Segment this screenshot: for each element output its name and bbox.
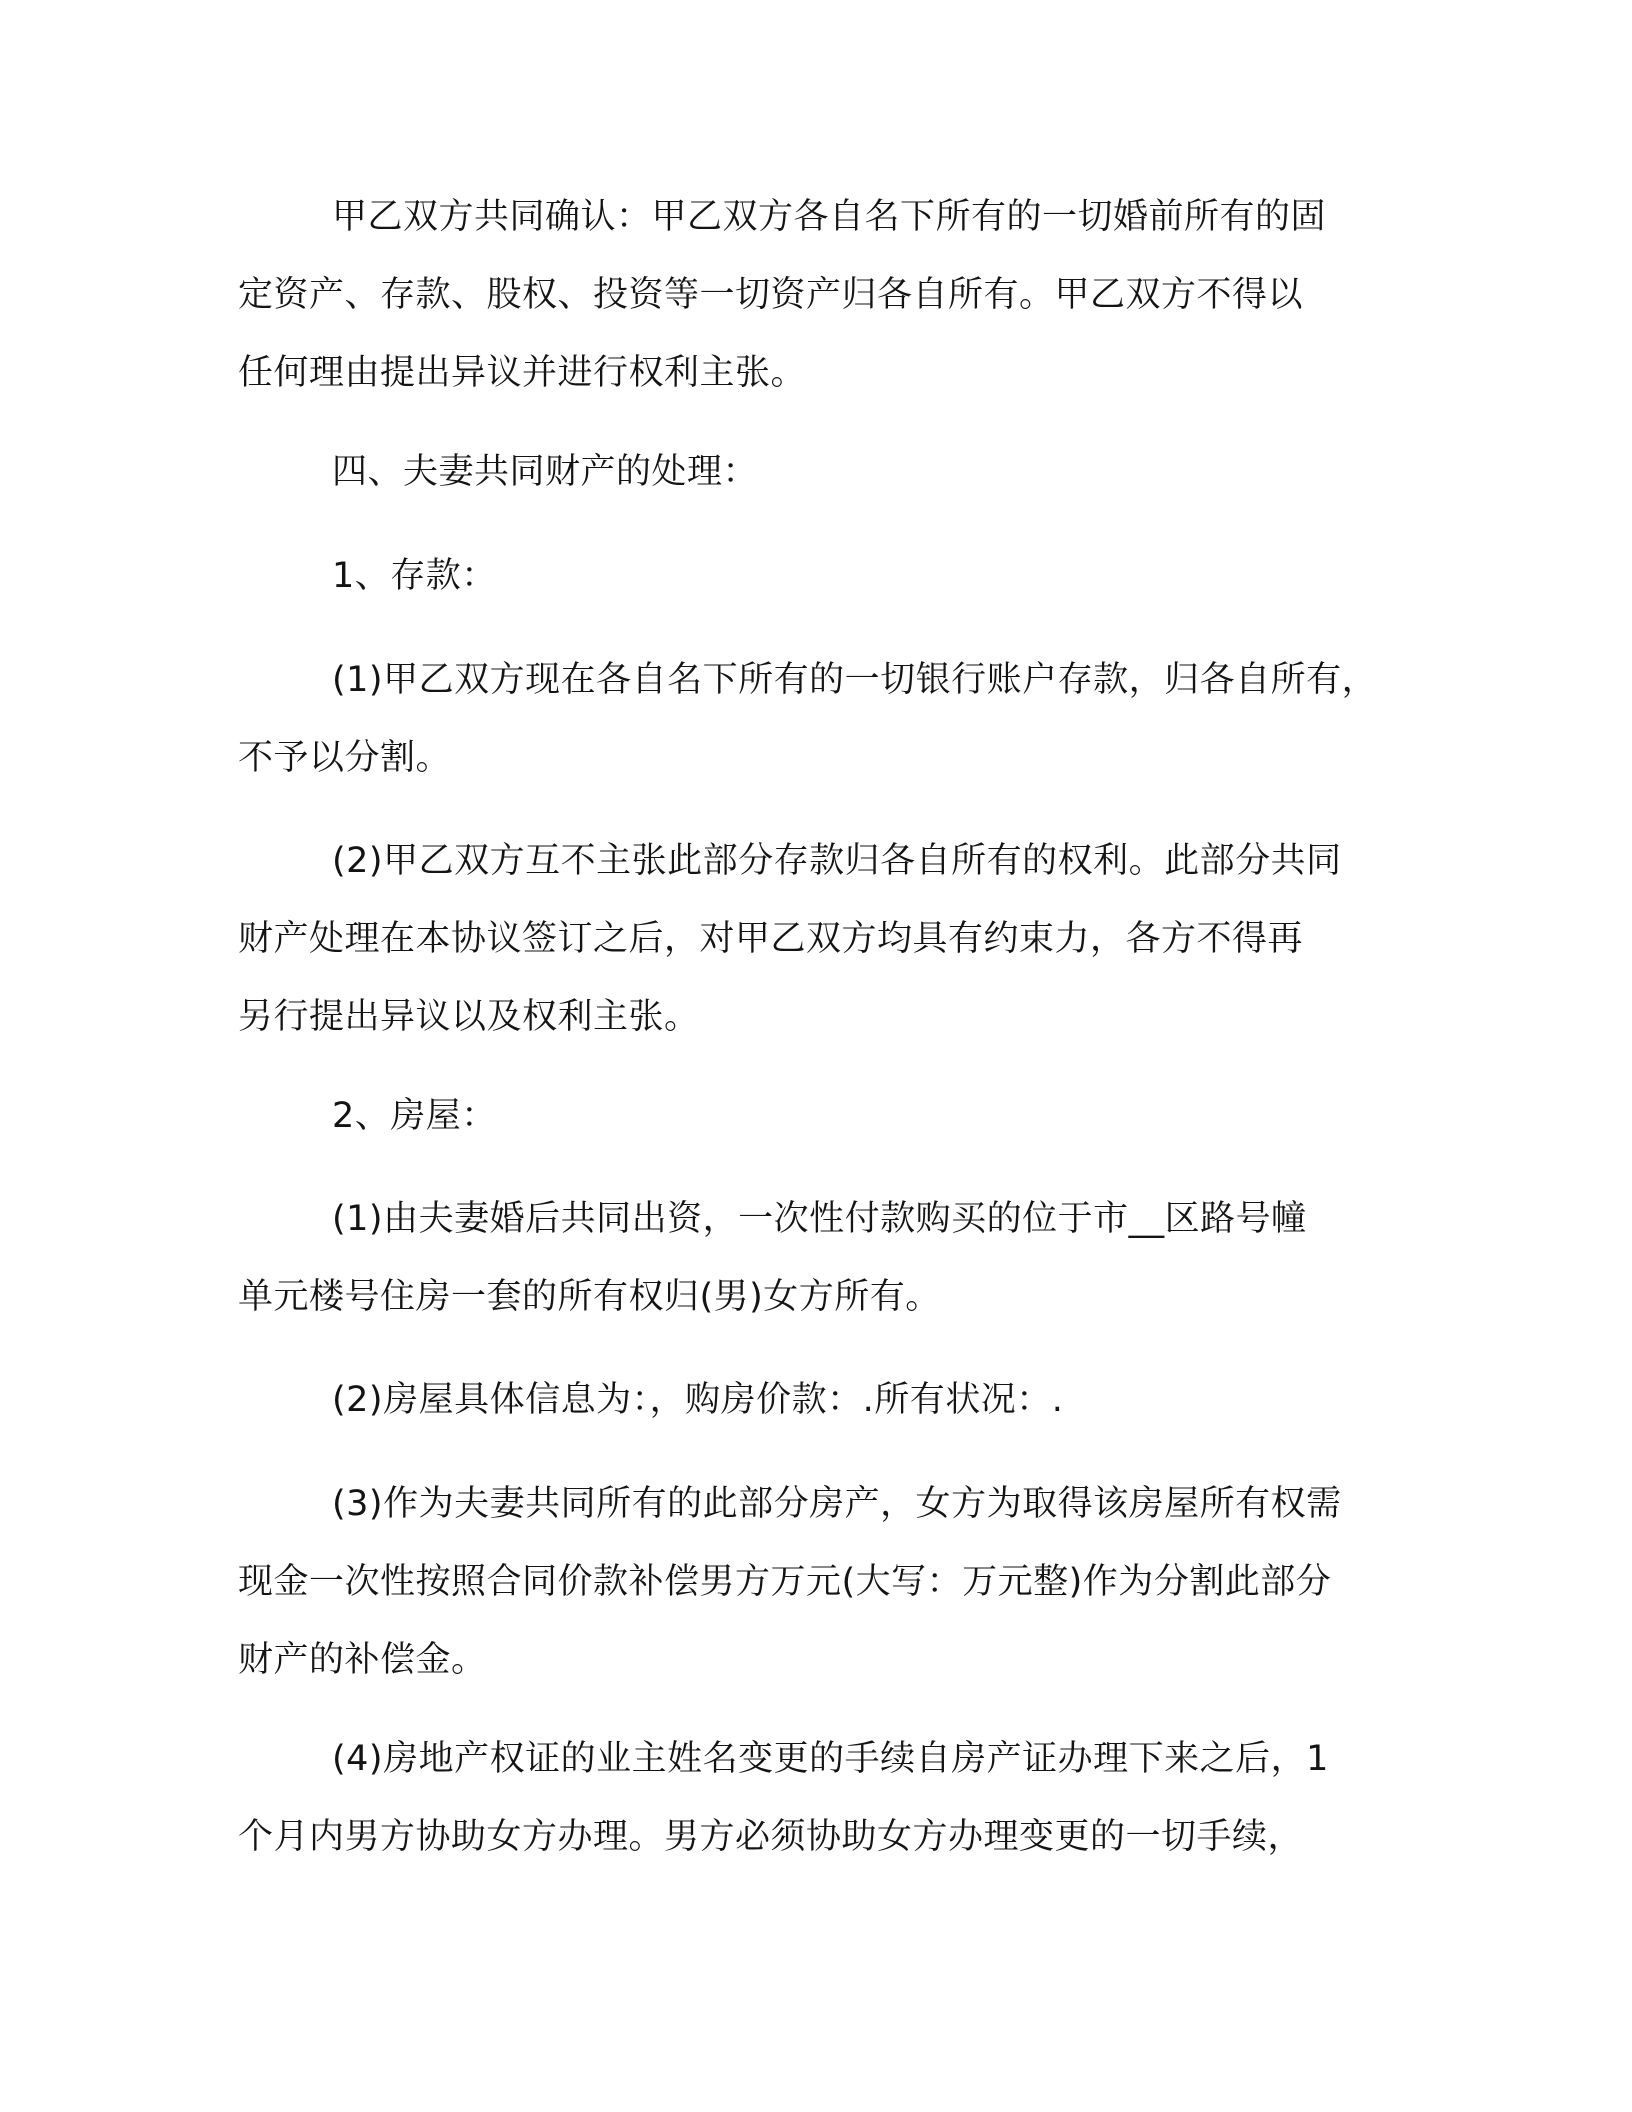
clause-house-1: [238, 1180, 1418, 1336]
paragraph-line: 甲乙双方共同确认：甲乙双方各自名下所有的一切婚前所有的固: [332, 197, 1327, 237]
paragraph-line: 财产的补偿金。: [238, 1640, 487, 1680]
paragraph-line: 2、房屋：: [332, 1096, 497, 1136]
paragraph-line: (1)甲乙双方现在各自名下所有的一切银行账户存款，归各自所有，: [332, 660, 1378, 700]
subheading-house: [238, 1077, 1418, 1155]
paragraph-line: (1)由夫妻婚后共同出资，一次性付款购买的位于市__区路号幢: [332, 1199, 1307, 1239]
paragraph-line: (2)甲乙双方互不主张此部分存款归各自所有的权利。此部分共同: [332, 841, 1342, 881]
section-heading-joint-property: [238, 433, 1418, 511]
paragraph-line: 四、夫妻共同财产的处理：: [332, 452, 759, 492]
paragraph-line: 单元楼号住房一套的所有权归(男)女方所有。: [238, 1277, 941, 1317]
clause-deposits-1: [238, 641, 1418, 797]
paragraph-line: (2)房屋具体信息为：，购房价款：.所有状况：.: [332, 1380, 1064, 1420]
paragraph-line: 另行提出异议以及权利主张。: [238, 997, 700, 1037]
clause-deposits-2: [238, 822, 1418, 1056]
paragraph-line: 任何理由提出异议并进行权利主张。: [238, 353, 807, 393]
subheading-deposits: [238, 537, 1418, 615]
paragraph-line: (3)作为夫妻共同所有的此部分房产，女方为取得该房屋所有权需: [332, 1484, 1342, 1524]
paragraph-line: 定资产、存款、股权、投资等一切资产归各自所有。甲乙双方不得以: [238, 275, 1304, 315]
clause-house-2: [238, 1361, 1418, 1439]
paragraph-line: (4)房地产权证的业主姓名变更的手续自房产证办理下来之后，1: [332, 1739, 1329, 1779]
paragraph-line: 1、存款：: [332, 556, 497, 596]
paragraph-line: 不予以分割。: [238, 738, 452, 778]
clause-house-3: [238, 1465, 1418, 1699]
clause-house-4: [238, 1720, 1418, 1876]
paragraph-premarital-assets: [238, 178, 1418, 412]
paragraph-line: 现金一次性按照合同价款补偿男方万元(大写：万元整)作为分割此部分: [238, 1562, 1332, 1602]
paragraph-line: 财产处理在本协议签订之后，对甲乙双方均具有约束力，各方不得再: [238, 919, 1304, 959]
paragraph-line: 个月内男方协助女方办理。男方必须协助女方办理变更的一切手续，: [238, 1817, 1304, 1857]
